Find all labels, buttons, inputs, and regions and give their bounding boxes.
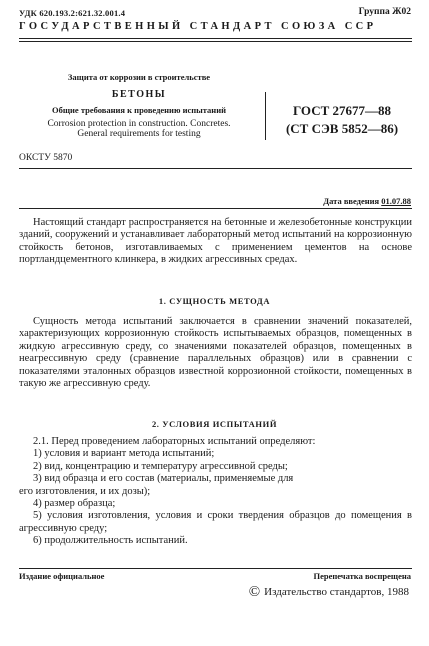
section1-text: Сущность метода испытаний заключается в сравнении значений показателей, характеризующих коррозионную стойкость испытываемых образцов, помещенных в жидкую агрессивную среду, со значениями показателей образцов, помещенных в неагрессивную среду (сравнение параллельных образцов) или в сравнении с показателями эталонных образцов известной коррозионной стойкости, помещенных в такую же агрессивную среду. [19,316,412,390]
udk-code: УДК 620.193.2:621.32.001.4 [19,8,126,18]
group-code: Группа Ж02 [358,7,411,17]
introduction-date [323,196,411,206]
list-item: его изготовления, и их дозы); [19,485,151,497]
title-block [19,72,259,139]
date-value: 01.07.88 [381,196,411,206]
top-rule [19,38,412,39]
english-title-line2: General requirements for testing [77,129,201,139]
date-rule [19,208,412,209]
copyright-line [249,584,409,601]
okstu-code: ОКСТУ 5870 [19,153,73,163]
list-item: 6) продолжительность испытаний. [33,535,188,547]
copyright-icon: © [248,584,261,600]
english-title [19,119,259,139]
intro-text: Настоящий стандарт распространяется на бетонные и железобетонные конструкции зданий, сооружений и устанавливает лабораторный метод испытаний на коррозионную стойкость бетонов, изготавливаемых с применением цементов на основе портландцементного клинкера, в жидких агрессивных средах. [19,217,412,266]
list-item: 3) вид образца и его состав (материалы, применяемые для [33,473,294,485]
copyright-text: Издательство стандартов, 1988 [264,586,409,598]
state-standard-heading: ГОСУДАРСТВЕННЫЙ СТАНДАРТ СОЮЗА ССР [19,21,377,32]
footer-rule [19,568,412,569]
official-edition: Издание официальное [19,571,105,581]
title-divider [265,92,266,140]
list-item: 4) размер образца; [33,498,116,510]
english-title-line1: Corrosion protection in construction. Concretes. [47,119,231,129]
main-title: БЕТОНЫ [111,89,167,100]
list-item: 1) условия и вариант метода испытаний; [33,448,215,460]
subtitle-ru: Защита от коррозии в строительстве [67,72,211,82]
section1-heading: 1. СУЩНОСТЬ МЕТОДА [158,296,271,306]
date-label: Дата введения [323,196,380,206]
section2-heading: 2. УСЛОВИЯ ИСПЫТАНИЙ [151,419,278,429]
list-item: 2.1. Перед проведением лабораторных испытаний определяют: [33,436,316,447]
reprint-prohibited: Перепечатка воспрещена [313,571,411,581]
list-item: 5) условия изготовления, условия и сроки твердения образцов до помещения в агрессивную среду; [19,510,412,534]
list-item: 2) вид, концентрацию и температуру агрессивной среды; [33,460,288,472]
top-rule-thin [19,41,412,42]
section2-list [19,436,412,548]
okstu-rule [19,168,412,169]
subtitle2-ru: Общие требования к проведению испытаний [52,105,226,115]
st-sev-number: (СТ СЭВ 5852—86) [285,121,399,136]
section1-paragraph [19,316,412,390]
gost-number: ГОСТ 27677—88 [292,103,392,118]
gost-designation [272,102,412,138]
intro-paragraph [19,217,412,267]
